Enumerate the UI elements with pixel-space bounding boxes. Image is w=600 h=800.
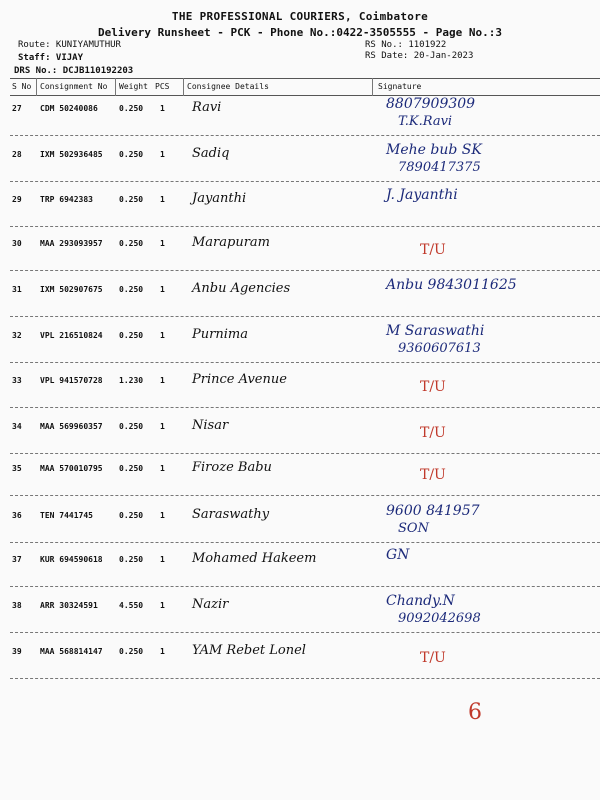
- drs-number: DRS No.: DCJB110192203: [14, 66, 134, 76]
- row-divider: [10, 362, 600, 363]
- row-divider: [10, 586, 600, 587]
- row-divider: [10, 270, 600, 271]
- row-weight: 0.250: [119, 150, 144, 159]
- row-pcs: 1: [160, 601, 165, 610]
- row-pcs: 1: [160, 195, 165, 204]
- row-weight: 0.250: [119, 464, 144, 473]
- col-header-consignment: Consignment No: [40, 82, 108, 91]
- col-header-sno: S No: [12, 82, 32, 91]
- row-divider: [10, 495, 600, 496]
- row-weight: 0.250: [119, 104, 144, 113]
- row-consignment-no: IXM 502936485: [40, 150, 103, 159]
- row-consignee: Marapuram: [192, 235, 271, 250]
- row-weight: 0.250: [119, 422, 144, 431]
- company-title: THE PROFESSIONAL COURIERS, Coimbatore: [171, 10, 429, 23]
- row-divider: [10, 226, 600, 227]
- row-sno: 37: [12, 555, 22, 564]
- row-signature-line2: SON: [398, 521, 429, 536]
- row-weight: 0.250: [119, 511, 144, 520]
- row-sno: 30: [12, 239, 22, 248]
- row-signature-line2: 9092042698: [398, 611, 481, 626]
- row-signature: J. Jayanthi: [386, 187, 458, 203]
- row-divider: [10, 453, 600, 454]
- row-consignment-no: TEN 7441745: [40, 511, 93, 520]
- page-mark: 6: [468, 700, 482, 725]
- row-consignee: Anbu Agencies: [192, 281, 291, 296]
- row-consignment-no: KUR 694590618: [40, 555, 103, 564]
- row-consignee: Firoze Babu: [192, 460, 272, 475]
- row-weight: 0.250: [119, 285, 144, 294]
- row-signature: T/U: [420, 242, 446, 258]
- row-weight: 0.250: [119, 647, 144, 656]
- row-sno: 33: [12, 376, 22, 385]
- row-pcs: 1: [160, 239, 165, 248]
- row-pcs: 1: [160, 555, 165, 564]
- row-consignment-no: MAA 568814147: [40, 647, 103, 656]
- row-pcs: 1: [160, 331, 165, 340]
- row-consignment-no: VPL 941570728: [40, 376, 103, 385]
- row-signature: T/U: [420, 379, 446, 395]
- col-divider: [372, 78, 373, 96]
- row-pcs: 1: [160, 376, 165, 385]
- row-pcs: 1: [160, 422, 165, 431]
- row-consignment-no: MAA 293093957: [40, 239, 103, 248]
- row-signature: GN: [386, 547, 410, 563]
- row-sno: 36: [12, 511, 22, 520]
- row-signature: Chandy.N: [386, 593, 455, 609]
- row-sno: 39: [12, 647, 22, 656]
- row-weight: 0.250: [119, 239, 144, 248]
- row-consignment-no: TRP 6942383: [40, 195, 93, 204]
- row-consignee: Saraswathy: [192, 507, 270, 522]
- row-signature: M Saraswathi: [386, 323, 485, 339]
- col-header-pcs: PCS: [155, 82, 170, 91]
- row-signature: T/U: [420, 650, 446, 666]
- row-divider: [10, 135, 600, 136]
- col-header-signature: Signature: [378, 82, 422, 91]
- row-signature: Mehe bub SK: [386, 142, 482, 158]
- row-signature-line2: T.K.Ravi: [398, 114, 453, 129]
- row-consignment-no: MAA 569960357: [40, 422, 103, 431]
- row-pcs: 1: [160, 647, 165, 656]
- row-consignee: Prince Avenue: [192, 372, 287, 387]
- row-consignee: Purnima: [192, 327, 248, 342]
- row-divider: [10, 632, 600, 633]
- row-sno: 27: [12, 104, 22, 113]
- row-pcs: 1: [160, 511, 165, 520]
- row-signature-line2: 9360607613: [398, 341, 481, 356]
- row-consignment-no: MAA 570010795: [40, 464, 103, 473]
- row-sno: 32: [12, 331, 22, 340]
- row-consignee: Sadiq: [192, 146, 230, 161]
- header-bottom-rule: [10, 95, 600, 96]
- row-sno: 38: [12, 601, 22, 610]
- col-header-consignee: Consignee Details: [187, 82, 269, 91]
- row-consignee: Mohamed Hakeem: [192, 551, 317, 566]
- row-weight: 4.550: [119, 601, 144, 610]
- col-divider: [115, 78, 116, 96]
- row-divider: [10, 316, 600, 317]
- row-signature: 8807909309: [386, 96, 476, 112]
- row-consignment-no: ARR 30324591: [40, 601, 98, 610]
- row-consignment-no: CDM 50240086: [40, 104, 98, 113]
- staff-label: Staff: VIJAY: [18, 53, 84, 63]
- row-consignee: Nazir: [192, 597, 229, 612]
- row-pcs: 1: [160, 150, 165, 159]
- row-divider: [10, 181, 600, 182]
- row-sno: 34: [12, 422, 22, 431]
- row-consignment-no: IXM 502907675: [40, 285, 103, 294]
- row-weight: 0.250: [119, 195, 144, 204]
- row-divider: [10, 407, 600, 408]
- row-weight: 1.230: [119, 376, 144, 385]
- col-divider: [183, 78, 184, 96]
- row-sno: 31: [12, 285, 22, 294]
- row-signature: 9600 841957: [386, 503, 480, 519]
- rs-number: RS No.: 1101922: [365, 40, 447, 50]
- row-consignee: Jayanthi: [192, 191, 247, 206]
- row-consignee: Ravi: [192, 100, 222, 115]
- runsheet-subtitle: Delivery Runsheet - PCK - Phone No.:0422-3505555 - Page No.:3: [98, 26, 502, 39]
- header-top-rule: [10, 78, 600, 79]
- row-weight: 0.250: [119, 555, 144, 564]
- route-label: Route: KUNIYAMUTHUR: [18, 40, 121, 50]
- row-sno: 28: [12, 150, 22, 159]
- row-consignee: Nisar: [192, 418, 229, 433]
- row-consignee: YAM Rebet Lonel: [192, 643, 306, 658]
- row-weight: 0.250: [119, 331, 144, 340]
- row-signature: Anbu 9843011625: [386, 277, 517, 293]
- row-signature: T/U: [420, 425, 446, 441]
- row-divider: [10, 542, 600, 543]
- row-consignment-no: VPL 216510824: [40, 331, 103, 340]
- row-sno: 35: [12, 464, 22, 473]
- row-divider: [10, 678, 600, 679]
- row-signature-line2: 7890417375: [398, 160, 481, 175]
- row-pcs: 1: [160, 285, 165, 294]
- col-divider: [36, 78, 37, 96]
- row-pcs: 1: [160, 464, 165, 473]
- col-header-weight: Weight: [119, 82, 148, 91]
- row-signature: T/U: [420, 467, 446, 483]
- row-sno: 29: [12, 195, 22, 204]
- rs-date: RS Date: 20-Jan-2023: [365, 51, 474, 61]
- row-pcs: 1: [160, 104, 165, 113]
